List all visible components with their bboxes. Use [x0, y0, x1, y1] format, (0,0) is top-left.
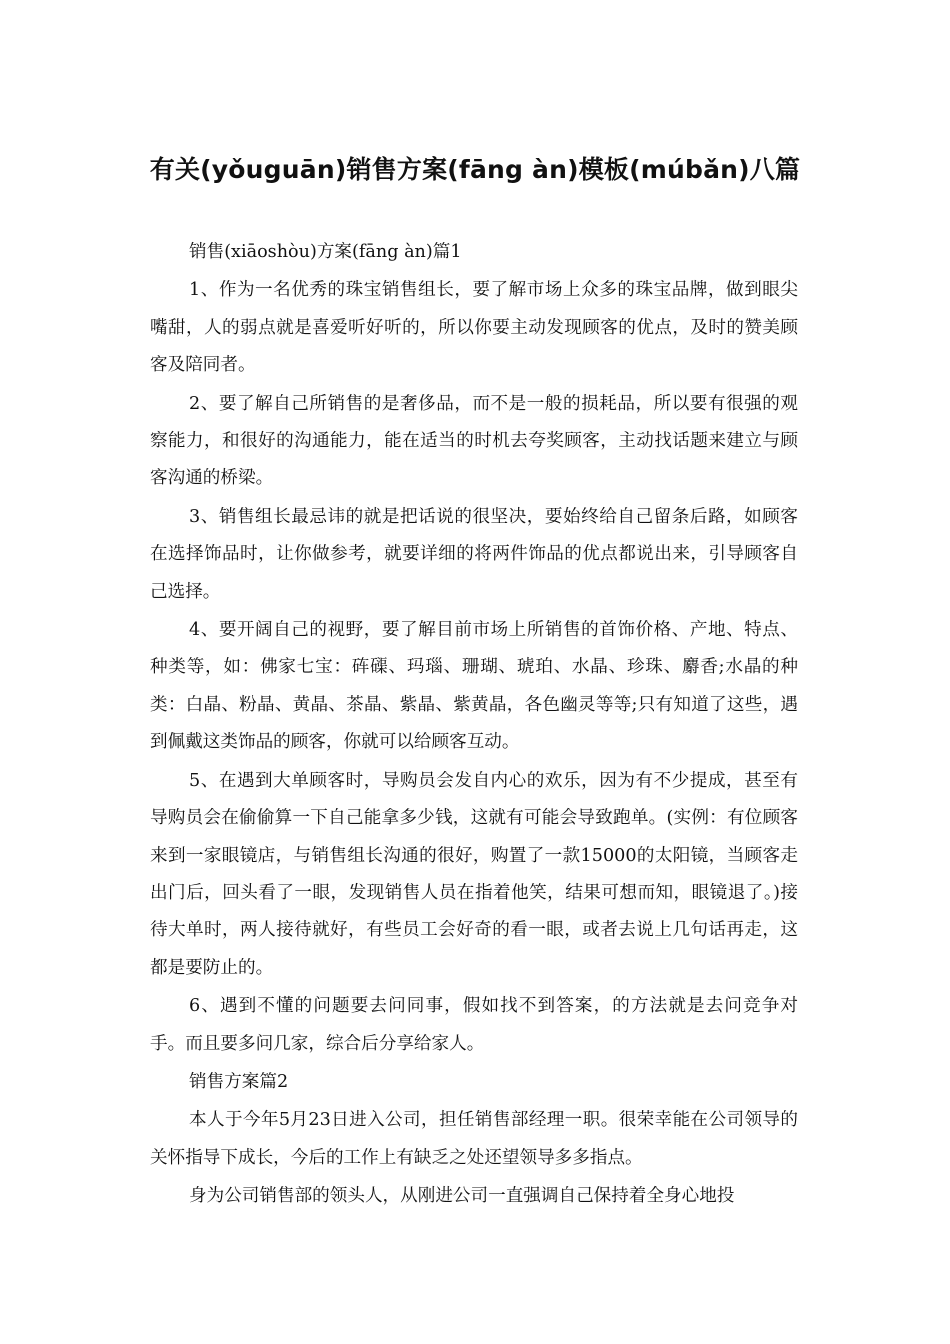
paragraph: 2、要了解自己所销售的是奢侈品，而不是一般的损耗品，所以要有很强的观察能力，和很好的沟通能力，能在适当的时机去夸奖顾客，主动找话题来建立与顾客沟通的桥梁。 [150, 393, 798, 489]
document-title: 有关(yǒuguān)销售方案(fāng àn)模板(múbǎn)八篇 [149, 155, 801, 184]
paragraph: 1、作为一名优秀的珠宝销售组长，要了解市场上众多的珠宝品牌，做到眼尖嘴甜，人的弱点就是喜爱听好听的，所以你要主动发现顾客的优点，及时的赞美顾客及陪同者。 [150, 280, 798, 376]
paragraph: 4、要开阔自己的视野，要了解目前市场上所销售的首饰价格、产地、特点、种类等，如：佛家七宝：砗磲、玛瑙、珊瑚、琥珀、水晶、珍珠、麝香;水晶的种类：白晶、粉晶、黄晶、茶晶、紫晶、紫黄晶，各色幽灵等等;只有知道了这些，遇到佩戴这类饰品的顾客，你就可以给顾客互动。 [150, 620, 798, 753]
paragraph: 本人于今年5月23日进入公司，担任销售部经理一职。很荣幸能在公司领导的关怀指导下成长，今后的工作上有缺乏之处还望领导多多指点。 [150, 1110, 798, 1168]
document-body [150, 234, 798, 1217]
paragraph: 6、遇到不懂的问题要去问同事，假如找不到答案，的方法就是去问竞争对手。而且要多问几家，综合后分享给家人。 [150, 996, 798, 1054]
paragraph: 3、销售组长最忌讳的就是把话说的很坚决，要始终给自己留条后路，如顾客在选择饰品时，让你做参考，就要详细的将两件饰品的优点都说出来，引导顾客自己选择。 [150, 506, 798, 602]
paragraph: 身为公司销售部的领头人，从刚进公司一直强调自己保持着全身心地投 [189, 1186, 735, 1207]
section-heading-1: 销售(xiāoshòu)方案(fāng àn)篇1 [189, 242, 462, 262]
section-heading-2: 销售方案篇2 [189, 1071, 289, 1092]
paragraph: 5、在遇到大单顾客时，导购员会发自内心的欢乐，因为有不少提成，甚至有导购员会在偷偷算一下自己能拿多少钱，这就有可能会导致跑单。(实例：有位顾客来到一家眼镜店，与销售组长沟通的很好，购置了一款15000的太阳镜，当顾客走出门后，回头看了一眼，发现销售人员在指着他笑，结果可想而知，眼镜退了。)接待大单时，两人接待就好，有些员工会好奇的看一眼，或者去说上几句话再走，这都是要防止的。 [150, 770, 798, 978]
